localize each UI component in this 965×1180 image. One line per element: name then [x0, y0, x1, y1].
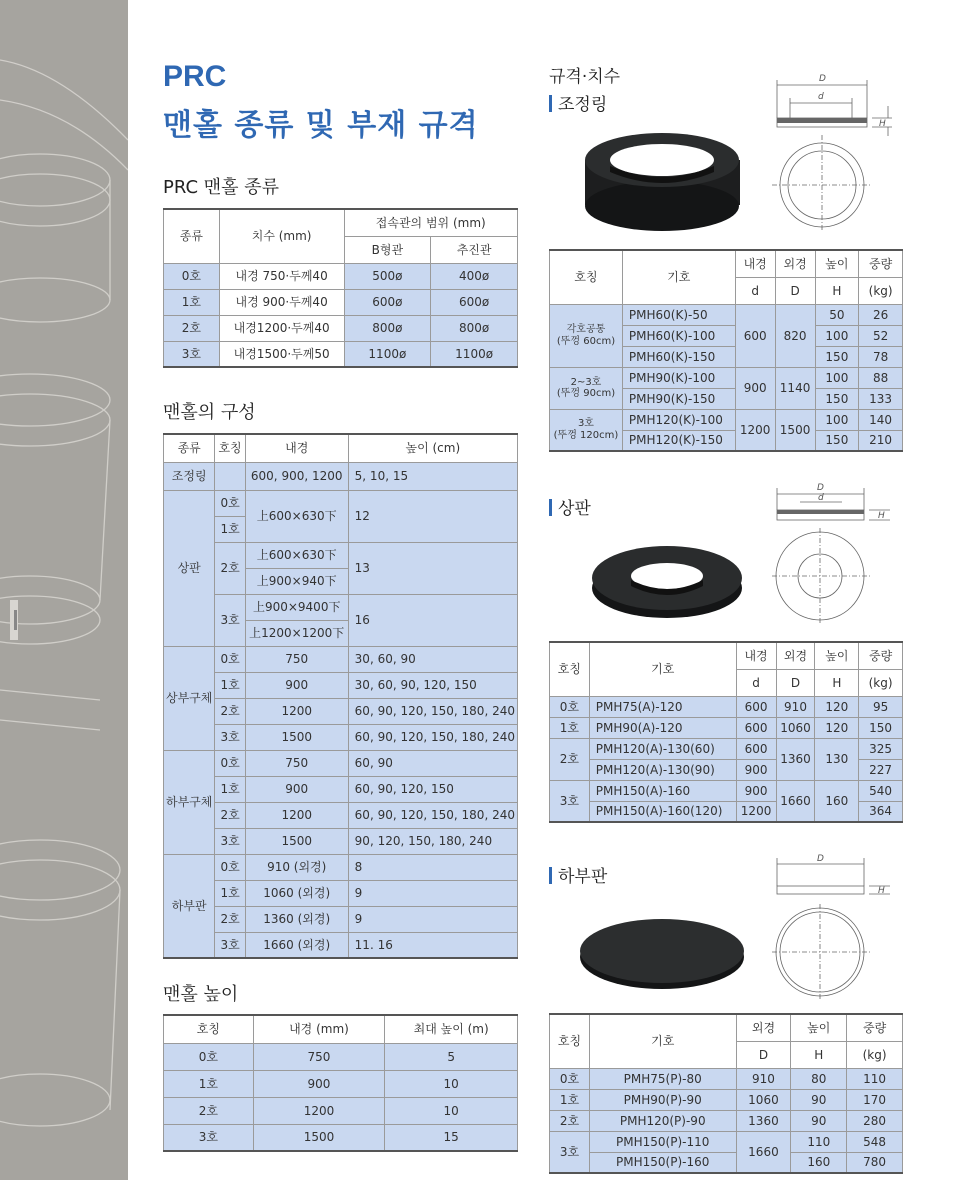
th-code: 호칭: [215, 434, 245, 462]
cell: 150: [859, 717, 903, 738]
table-row: [164, 854, 518, 880]
cell: 0호: [550, 1068, 590, 1089]
th-outer: 외경: [776, 642, 815, 669]
th-H: H: [815, 669, 859, 696]
cell: 900: [736, 759, 776, 780]
table-row: [164, 542, 518, 568]
table-row: [164, 341, 518, 367]
cell: 1060: [776, 717, 815, 738]
cell: 900: [735, 367, 775, 409]
cell: 600: [736, 696, 776, 717]
cell: 1060 (외경): [245, 880, 348, 906]
th-D: D: [776, 669, 815, 696]
group-name: 2~3호: [570, 376, 602, 388]
cell: 1호: [215, 880, 245, 906]
th-inner: 내경 (mm): [253, 1015, 385, 1043]
drawing-label-D: D: [817, 483, 824, 493]
table-row: [164, 906, 518, 932]
base-slab-photo: [578, 913, 746, 993]
cell: 900: [253, 1070, 385, 1097]
adjustment-ring-photo: [580, 128, 745, 233]
th-max: 최대 높이 (m): [385, 1015, 518, 1043]
th-outer: 외경: [775, 250, 815, 277]
table-row: [164, 646, 518, 672]
th-weight: 중량: [859, 250, 903, 277]
cell: 133: [859, 388, 903, 409]
cell: 3호: [215, 828, 245, 854]
cell: 1호: [550, 717, 590, 738]
cell: 1200: [245, 698, 348, 724]
cell: 하부구체: [164, 750, 215, 854]
cell: 750: [253, 1043, 385, 1070]
cell: 9: [348, 906, 517, 932]
table-row: [164, 1097, 518, 1124]
cell: 30, 60, 90, 120, 150: [348, 672, 517, 698]
cell: 3호: [164, 1124, 254, 1151]
cell: 170: [847, 1089, 903, 1110]
cell: PMH60(K)-50: [622, 304, 735, 325]
cell: 88: [859, 367, 903, 388]
cell: 800ø: [344, 315, 431, 341]
th-code: 호칭: [164, 1015, 254, 1043]
ring-table: [549, 249, 903, 452]
cell: 1200: [735, 409, 775, 451]
cell: 9: [348, 880, 517, 906]
table-row: [164, 490, 518, 516]
cell: 600ø: [431, 289, 518, 315]
table-row: [164, 1043, 518, 1070]
cell: 800ø: [431, 315, 518, 341]
cell: 내경1200·두께40: [219, 315, 344, 341]
cell: 1호: [215, 776, 245, 802]
cell: 120: [815, 717, 859, 738]
heights-table: [163, 1014, 518, 1152]
th-name: 호칭: [550, 250, 623, 304]
cell: 1200: [253, 1097, 385, 1124]
cell: 1호: [164, 289, 220, 315]
page-title: 맨홀 종류 및 부재 규격: [163, 108, 479, 143]
cell: 하부판: [164, 854, 215, 958]
cell: 140: [859, 409, 903, 430]
cell: 548: [847, 1131, 903, 1152]
cell: 600: [736, 717, 776, 738]
th-name: 호칭: [550, 642, 590, 696]
table-row: [550, 780, 903, 801]
cell: 16: [348, 594, 517, 646]
drawing-label-H: H: [878, 886, 885, 896]
drawing-label-H: H: [878, 511, 885, 521]
cell: 100: [815, 367, 859, 388]
table-row: [164, 828, 518, 854]
accent-bar: [549, 867, 552, 884]
cell: PMH60(K)-100: [622, 325, 735, 346]
cell: [550, 409, 623, 451]
th-height: 높이: [815, 642, 859, 669]
accent-bar: [549, 499, 552, 516]
cell: 상부구체: [164, 646, 215, 750]
cell: 1500: [775, 409, 815, 451]
drawing-label-D: D: [819, 74, 826, 84]
th-weight: 중량: [847, 1014, 903, 1041]
cell: [215, 462, 245, 490]
cell: 910: [776, 696, 815, 717]
cell: PMH90(P)-90: [589, 1089, 736, 1110]
section-title-heights: 맨홀 높이: [163, 984, 239, 1005]
group-sub: (뚜껑 90cm): [556, 388, 616, 399]
cell: 78: [859, 346, 903, 367]
th-kg: (kg): [847, 1041, 903, 1068]
cell: 90: [791, 1089, 847, 1110]
slab-table: [549, 641, 903, 823]
section-title-ring: [549, 90, 607, 115]
cell: 280: [847, 1110, 903, 1131]
cell: PMH60(K)-150: [622, 346, 735, 367]
cell: 1360: [736, 1110, 791, 1131]
cell: 160: [791, 1152, 847, 1173]
cell: 11. 16: [348, 932, 517, 958]
decorative-sidebar: [0, 0, 128, 1180]
cell: 60, 90: [348, 750, 517, 776]
th-d: d: [735, 277, 775, 304]
slab-heading-text: 상판: [558, 499, 591, 519]
table-row: [550, 1110, 903, 1131]
cell: 750: [245, 646, 348, 672]
cell: PMH90(K)-150: [622, 388, 735, 409]
th-size: 치수 (mm): [219, 209, 344, 263]
cell: 90, 120, 150, 180, 240: [348, 828, 517, 854]
cell: 400ø: [431, 263, 518, 289]
cell: 900: [245, 672, 348, 698]
cell: 95: [859, 696, 903, 717]
cell: PMH75(P)-80: [589, 1068, 736, 1089]
cell: 820: [775, 304, 815, 367]
th-H: H: [815, 277, 859, 304]
cell: 1100ø: [431, 341, 518, 367]
th-kind: 종류: [164, 434, 215, 462]
th-range: 접속관의 범위 (mm): [344, 209, 517, 236]
cell: 2호: [550, 1110, 590, 1131]
cell: 0호: [550, 696, 590, 717]
cell: 조정링: [164, 462, 215, 490]
th-H: H: [791, 1041, 847, 1068]
th-height: 높이: [791, 1014, 847, 1041]
cell: 900: [245, 776, 348, 802]
cell: 내경 900·두께40: [219, 289, 344, 315]
table-row: [164, 880, 518, 906]
table-row: [164, 932, 518, 958]
cell: 2호: [215, 906, 245, 932]
cell: 364: [859, 801, 903, 822]
table-row: [550, 1089, 903, 1110]
th-weight: 중량: [859, 642, 903, 669]
bottom-table: [549, 1013, 903, 1174]
cell: PMH90(K)-100: [622, 367, 735, 388]
cell: 1호: [215, 516, 245, 542]
group-sub: (뚜껑 120cm): [553, 429, 619, 441]
cell: 160: [815, 780, 859, 822]
cell: 上600×630下: [245, 490, 348, 542]
cell: PMH150(A)-160: [589, 780, 736, 801]
cell: 80: [791, 1068, 847, 1089]
th-d: d: [736, 669, 776, 696]
cell: 2호: [164, 315, 220, 341]
th-inner: 내경: [735, 250, 775, 277]
cell: 3호: [215, 932, 245, 958]
cell: 1140: [775, 367, 815, 409]
cell: 1500: [245, 724, 348, 750]
cell: 2호: [164, 1097, 254, 1124]
table-row: [550, 696, 903, 717]
cell: 110: [791, 1131, 847, 1152]
bottom-heading-text: 하부판: [558, 867, 608, 887]
cell: 60, 90, 120, 150: [348, 776, 517, 802]
cell: 60, 90, 120, 150, 180, 240: [348, 802, 517, 828]
drawing-label-H: H: [879, 119, 886, 129]
th-jack: 추진관: [431, 236, 518, 263]
adjustment-ring-drawing: [772, 70, 897, 230]
table-row: [164, 594, 518, 620]
top-slab-photo: [590, 540, 745, 620]
cell: 3호: [164, 341, 220, 367]
th-inner: 내경: [245, 434, 348, 462]
cell: 내경 750·두께40: [219, 263, 344, 289]
cell: 10: [385, 1070, 518, 1097]
th-outer: 외경: [736, 1014, 791, 1041]
table-row: [164, 1070, 518, 1097]
cell: PMH120(P)-90: [589, 1110, 736, 1131]
table-row: [164, 289, 518, 315]
cell: 2호: [215, 542, 245, 594]
cell: 227: [859, 759, 903, 780]
cell: 上600×630下: [245, 542, 348, 568]
table-row: [164, 724, 518, 750]
table-row: [164, 263, 518, 289]
cell: 3호: [550, 780, 590, 822]
page-title-prc: PRC: [163, 60, 227, 93]
cell: 3호: [215, 724, 245, 750]
cell: 5, 10, 15: [348, 462, 517, 490]
cell: 2호: [550, 738, 590, 780]
cell: 50: [815, 304, 859, 325]
table-row: [550, 304, 903, 325]
cell: 1060: [736, 1089, 791, 1110]
composition-table: [163, 433, 518, 959]
accent-bar: [549, 95, 552, 112]
cell: 8: [348, 854, 517, 880]
cell: 210: [859, 430, 903, 451]
cell: 600ø: [344, 289, 431, 315]
cell: PMH75(A)-120: [589, 696, 736, 717]
cell: 2호: [215, 802, 245, 828]
cell: 540: [859, 780, 903, 801]
cell: [550, 304, 623, 367]
table-row: [550, 738, 903, 759]
cell: PMH120(A)-130(60): [589, 738, 736, 759]
table-row: [164, 315, 518, 341]
th-kind: 종류: [164, 209, 220, 263]
cell: 0호: [215, 646, 245, 672]
section-title-types: PRC 맨홀 종류: [163, 177, 280, 198]
cell: 600, 900, 1200: [245, 462, 348, 490]
cell: 10: [385, 1097, 518, 1124]
table-row: [164, 802, 518, 828]
cell: 110: [847, 1068, 903, 1089]
cell: 900: [736, 780, 776, 801]
cell: PMH120(K)-150: [622, 430, 735, 451]
drawing-label-d: d: [818, 92, 824, 102]
table-row: [164, 750, 518, 776]
drawing-label-D: D: [817, 854, 824, 864]
cell: 1200: [736, 801, 776, 822]
pipe-sketch-graphic: [0, 0, 128, 1180]
th-D: D: [736, 1041, 791, 1068]
table-row: [550, 1068, 903, 1089]
th-height: 높이: [815, 250, 859, 277]
base-slab-drawing: [772, 852, 897, 1004]
cell: 1360 (외경): [245, 906, 348, 932]
cell: PMH150(P)-160: [589, 1152, 736, 1173]
cell: 0호: [215, 854, 245, 880]
cell: 3호: [550, 1131, 590, 1173]
table-row: [550, 717, 903, 738]
cell: 0호: [215, 490, 245, 516]
cell: 30, 60, 90: [348, 646, 517, 672]
ring-heading-text: 조정링: [558, 95, 608, 115]
cell: 1660 (외경): [245, 932, 348, 958]
cell: 150: [815, 388, 859, 409]
group-name: 각호공통: [566, 324, 606, 335]
cell: PMH150(P)-110: [589, 1131, 736, 1152]
cell: 910: [736, 1068, 791, 1089]
cell: 100: [815, 325, 859, 346]
cell: 15: [385, 1124, 518, 1151]
cell: 26: [859, 304, 903, 325]
cell: 1호: [550, 1089, 590, 1110]
cell: 1100ø: [344, 341, 431, 367]
th-kg: (kg): [859, 277, 903, 304]
table-row: [550, 409, 903, 430]
cell: PMH120(A)-130(90): [589, 759, 736, 780]
section-title-slab: [549, 494, 591, 519]
cell: PMH90(A)-120: [589, 717, 736, 738]
cell: 750: [245, 750, 348, 776]
cell: 0호: [215, 750, 245, 776]
cell: 150: [815, 430, 859, 451]
cell: 500ø: [344, 263, 431, 289]
table-row: [550, 367, 903, 388]
table-row: [164, 698, 518, 724]
group-name: 3호: [577, 418, 594, 430]
cell: 1호: [215, 672, 245, 698]
table-row: [164, 462, 518, 490]
cell: 1660: [736, 1131, 791, 1173]
cell: PMH150(A)-160(120): [589, 801, 736, 822]
cell: 내경1500·두께50: [219, 341, 344, 367]
cell: 150: [815, 346, 859, 367]
th-code: 기호: [589, 642, 736, 696]
cell: 60, 90, 120, 150, 180, 240: [348, 698, 517, 724]
cell: 910 (외경): [245, 854, 348, 880]
table-row: [550, 1152, 903, 1173]
cell: PMH120(K)-100: [622, 409, 735, 430]
cell: 1200: [245, 802, 348, 828]
table-row: [550, 1131, 903, 1152]
cell: 600: [735, 304, 775, 367]
cell: 3호: [215, 594, 245, 646]
th-height: 높이 (cm): [348, 434, 517, 462]
cell: 52: [859, 325, 903, 346]
cell: [550, 367, 623, 409]
table-row: [164, 1124, 518, 1151]
table-row: [164, 776, 518, 802]
th-code: 기호: [622, 250, 735, 304]
cell: 1호: [164, 1070, 254, 1097]
cell: 130: [815, 738, 859, 780]
cell: 780: [847, 1152, 903, 1173]
cell: 1500: [253, 1124, 385, 1151]
cell: 上900×9400下: [245, 594, 348, 620]
th-code: 기호: [589, 1014, 736, 1068]
section-title-spec: 규격·치수: [549, 67, 621, 87]
drawing-label-d: d: [818, 493, 824, 503]
cell: 120: [815, 696, 859, 717]
cell: 12: [348, 490, 517, 542]
cell: 上1200×1200下: [245, 620, 348, 646]
cell: 上900×940下: [245, 568, 348, 594]
cell: 1660: [776, 780, 815, 822]
th-D: D: [775, 277, 815, 304]
section-title-composition: 맨홀의 구성: [163, 402, 256, 423]
section-title-bottom: [549, 862, 607, 887]
cell: 0호: [164, 263, 220, 289]
cell: 60, 90, 120, 150, 180, 240: [348, 724, 517, 750]
th-b: B형관: [344, 236, 431, 263]
cell: 0호: [164, 1043, 254, 1070]
th-name: 호칭: [550, 1014, 590, 1068]
cell: 325: [859, 738, 903, 759]
cell: 상판: [164, 490, 215, 646]
group-sub: (뚜껑 60cm): [556, 335, 616, 347]
cell: 13: [348, 542, 517, 594]
types-table: [163, 208, 518, 368]
cell: 2호: [215, 698, 245, 724]
cell: 100: [815, 409, 859, 430]
th-kg: (kg): [859, 669, 903, 696]
cell: 1500: [245, 828, 348, 854]
cell: 1360: [776, 738, 815, 780]
cell: 90: [791, 1110, 847, 1131]
table-row: [164, 672, 518, 698]
cell: 600: [736, 738, 776, 759]
top-slab-drawing: [772, 480, 897, 630]
th-inner: 내경: [736, 642, 776, 669]
cell: 5: [385, 1043, 518, 1070]
